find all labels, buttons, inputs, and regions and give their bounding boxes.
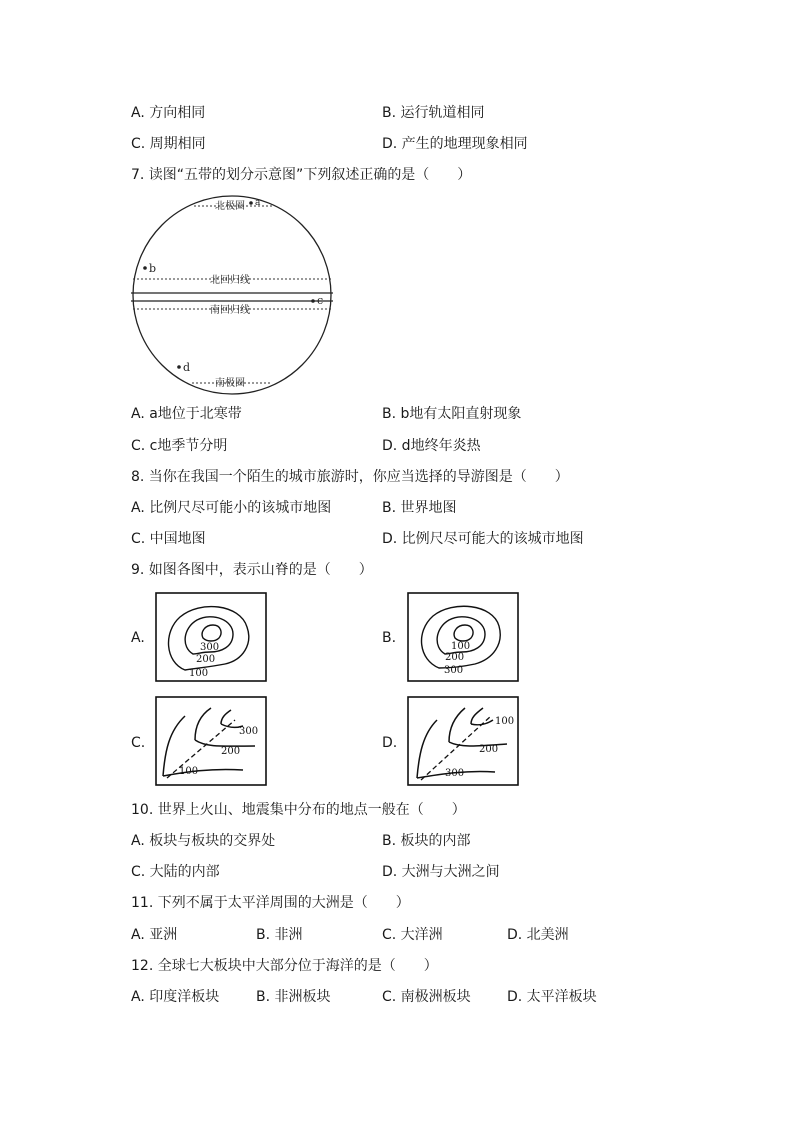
point-a-label: a	[255, 198, 261, 208]
figure-a-label-300: 300	[200, 642, 220, 653]
point-c-dot	[311, 299, 315, 303]
earth-circle	[133, 196, 331, 394]
q11-option-b: B. 非洲	[256, 927, 303, 943]
figure-a-label-100: 100	[189, 668, 209, 679]
figure-a-label-200: 200	[196, 654, 216, 665]
q9-figure-a-label: A.	[131, 630, 145, 646]
q10-option-c: C. 大陆的内部	[131, 864, 220, 880]
q7-option-a: A. a地位于北寒带	[131, 406, 242, 422]
figure-b-label-100: 100	[451, 641, 471, 652]
q8-option-a: A. 比例尺尽可能小的该城市地图	[131, 500, 332, 516]
q6-option-b: B. 运行轨道相同	[382, 105, 485, 121]
q6-option-a: A. 方向相同	[131, 105, 206, 121]
figure-b-label-300: 300	[444, 665, 464, 676]
figure-c-label-300: 300	[239, 726, 259, 737]
figure-d-label-300: 300	[445, 768, 465, 779]
figure-c-label-100: 100	[179, 766, 199, 777]
q7-stem: 7. 读图“五带的划分示意图”下列叙述正确的是（ ）	[131, 167, 472, 183]
q8-option-c: C. 中国地图	[131, 531, 206, 547]
q11-stem: 11. 下列不属于太平洋周围的大洲是（ ）	[131, 895, 410, 911]
figure-d-label-100: 100	[495, 716, 515, 727]
figure-c-label-200: 200	[221, 746, 241, 757]
q11-option-d: D. 北美洲	[507, 927, 569, 943]
q9-figure-b	[407, 592, 519, 682]
q7-option-d: D. d地终年炎热	[382, 438, 481, 454]
five-zones-diagram	[130, 194, 335, 396]
point-a-dot	[249, 201, 253, 205]
q9-figure-a	[155, 592, 267, 682]
q10-option-d: D. 大洲与大洲之间	[382, 864, 500, 880]
q11-option-a: A. 亚洲	[131, 927, 178, 943]
q9-figure-d-label: D.	[382, 735, 398, 751]
q9-figure-c-label: C.	[131, 735, 146, 751]
tropic-of-capricorn-label: 南回归线	[210, 305, 250, 316]
q9-figure-d	[407, 696, 519, 786]
point-d-label: d	[183, 361, 191, 374]
q8-option-b: B. 世界地图	[382, 500, 457, 516]
q7-option-c: C. c地季节分明	[131, 438, 228, 454]
point-c-label: c	[317, 294, 324, 307]
q9-figure-b-label: B.	[382, 630, 397, 646]
q12-stem: 12. 全球七大板块中大部分位于海洋的是（ ）	[131, 958, 438, 974]
q10-option-b: B. 板块的内部	[382, 833, 471, 849]
figure-d-label-200: 200	[479, 744, 499, 755]
point-d-dot	[177, 365, 181, 369]
figure-b-label-200: 200	[445, 652, 465, 663]
point-b-label: b	[149, 262, 157, 275]
q9-stem: 9. 如图各图中，表示山脊的是（ ）	[131, 562, 373, 578]
point-b-dot	[143, 266, 147, 270]
q9-figure-c	[155, 696, 267, 786]
q6-option-c: C. 周期相同	[131, 136, 206, 152]
q10-stem: 10. 世界上火山、地震集中分布的地点一般在（ ）	[131, 802, 466, 818]
q12-option-a: A. 印度洋板块	[131, 989, 220, 1005]
q12-option-d: D. 太平洋板块	[507, 989, 597, 1005]
antarctic-circle-label: 南极圈	[215, 378, 245, 389]
q12-option-b: B. 非洲板块	[256, 989, 331, 1005]
arctic-circle-label: 北极圈	[215, 201, 245, 212]
q12-option-c: C. 南极洲板块	[382, 989, 471, 1005]
q10-option-a: A. 板块与板块的交界处	[131, 833, 276, 849]
q8-option-d: D. 比例尺尽可能大的该城市地图	[382, 531, 584, 547]
tropic-of-cancer-label: 北回归线	[210, 275, 250, 286]
q6-option-d: D. 产生的地理现象相同	[382, 136, 528, 152]
q7-option-b: B. b地有太阳直射现象	[382, 406, 522, 422]
q11-option-c: C. 大洋洲	[382, 927, 443, 943]
q8-stem: 8. 当你在我国一个陌生的城市旅游时，你应当选择的导游图是（ ）	[131, 469, 569, 485]
